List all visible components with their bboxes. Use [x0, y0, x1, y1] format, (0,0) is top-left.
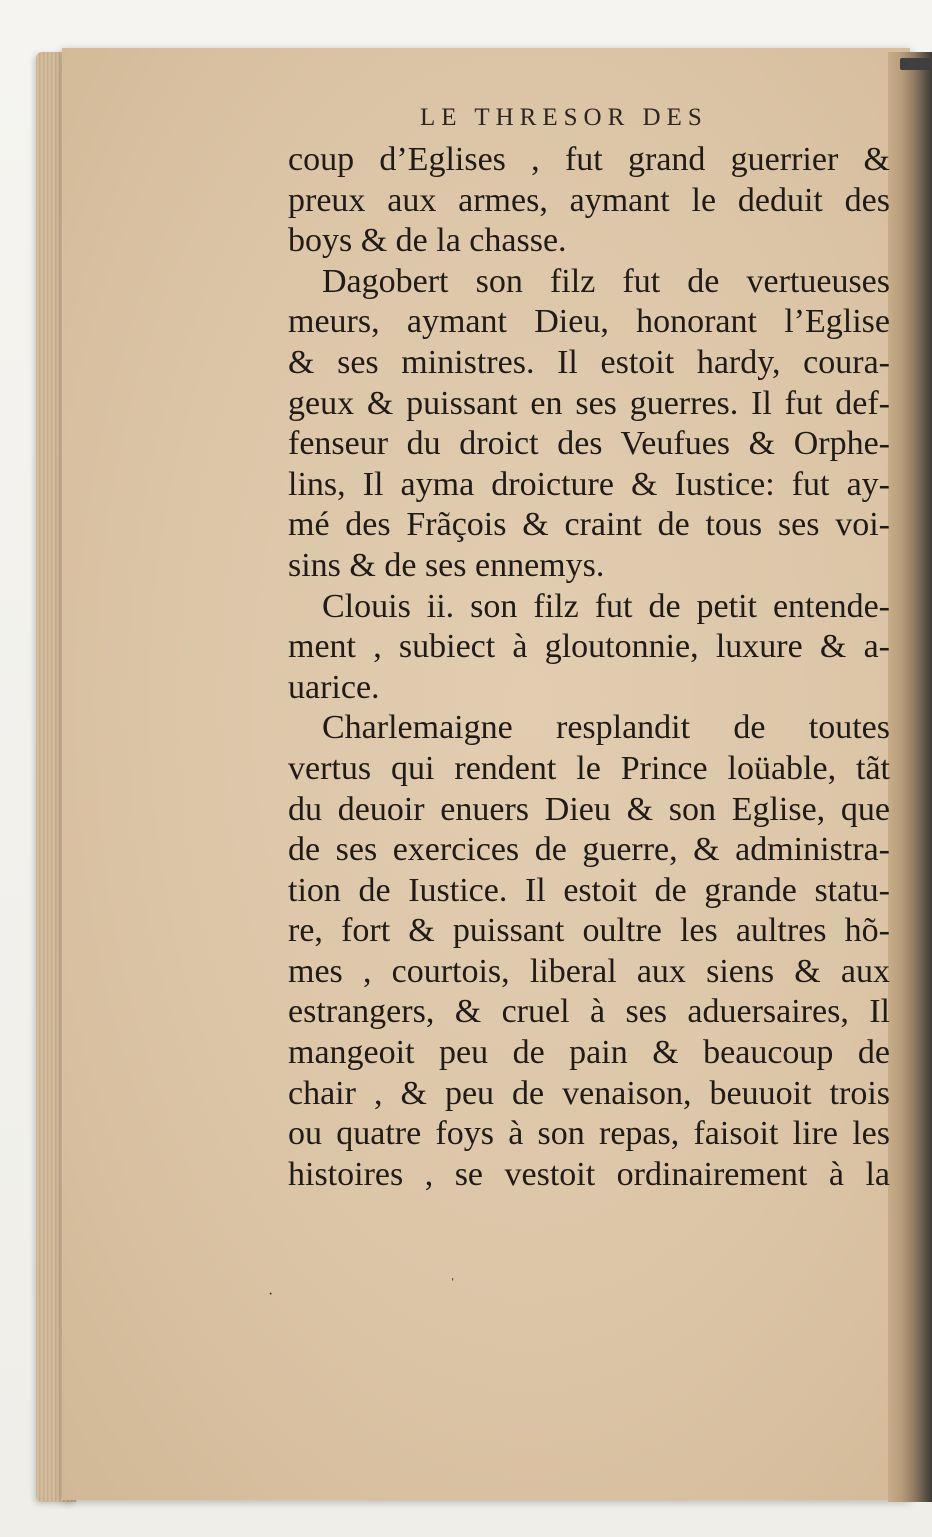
text-line: mé des Frãçois & craint de tous ses voi-: [288, 506, 890, 544]
book-gutter: [888, 52, 932, 1502]
text-line: geux & puissant en ses guerres. Il fut def-: [288, 384, 890, 422]
text-line: preux aux armes, aymant le deduit des: [288, 181, 890, 219]
facing-page-edge: [900, 58, 932, 70]
running-head: LE THRESOR DES: [420, 104, 708, 131]
text-line: lins, Il ayma droicture & Iustice: fut ay-: [288, 465, 890, 503]
text-line: chair , & peu de venaison, beuuoit trois: [288, 1074, 890, 1112]
text-line: & ses ministres. Il estoit hardy, coura-: [288, 343, 890, 381]
text-line: uarice.: [288, 668, 380, 706]
text-line: ment , subiect à gloutonnie, luxure & a-: [288, 628, 890, 666]
text-line: histoires , se vestoit ordinairement à la: [288, 1155, 890, 1193]
body-text: [288, 140, 890, 1195]
text-line: re, fort & puissant oultre les aultres hõ-: [288, 912, 890, 950]
text-line: boys & de la chasse.: [288, 222, 567, 260]
text-line: ou quatre foys à son repas, faisoit lire les: [288, 1115, 890, 1153]
text-line: vertus qui rendent le Prince loüable, tãt: [288, 749, 890, 787]
text-line: coup d’Eglises , fut grand guerrier &: [288, 141, 890, 178]
text-line: Charlemaigne resplandit de toutes: [322, 709, 890, 747]
text-line: sins & de ses ennemys.: [288, 546, 605, 584]
ink-speck: ˌ: [450, 1264, 456, 1281]
text-line: de ses exercices de guerre, & administra-: [288, 831, 890, 869]
text-line: fenseur du droict des Veufues & Orphe-: [288, 425, 890, 463]
text-line: tion de Iustice. Il estoit de grande statu-: [288, 871, 890, 909]
text-line: estrangers, & cruel à ses aduersaires, Il: [288, 993, 890, 1031]
ink-speck: ·: [268, 1286, 274, 1303]
text-line: mangeoit peu de pain & beaucoup de: [288, 1034, 890, 1072]
text-line: Dagobert son filz fut de vertueuses: [322, 262, 890, 300]
text-line: du deuoir enuers Dieu & son Eglise, que: [288, 790, 890, 828]
text-line: Clouis ii. son filz fut de petit entende-: [322, 587, 890, 625]
text-line: meurs, aymant Dieu, honorant l’Eglise: [288, 303, 890, 341]
text-line: mes , courtois, liberal aux siens & aux: [288, 952, 890, 990]
